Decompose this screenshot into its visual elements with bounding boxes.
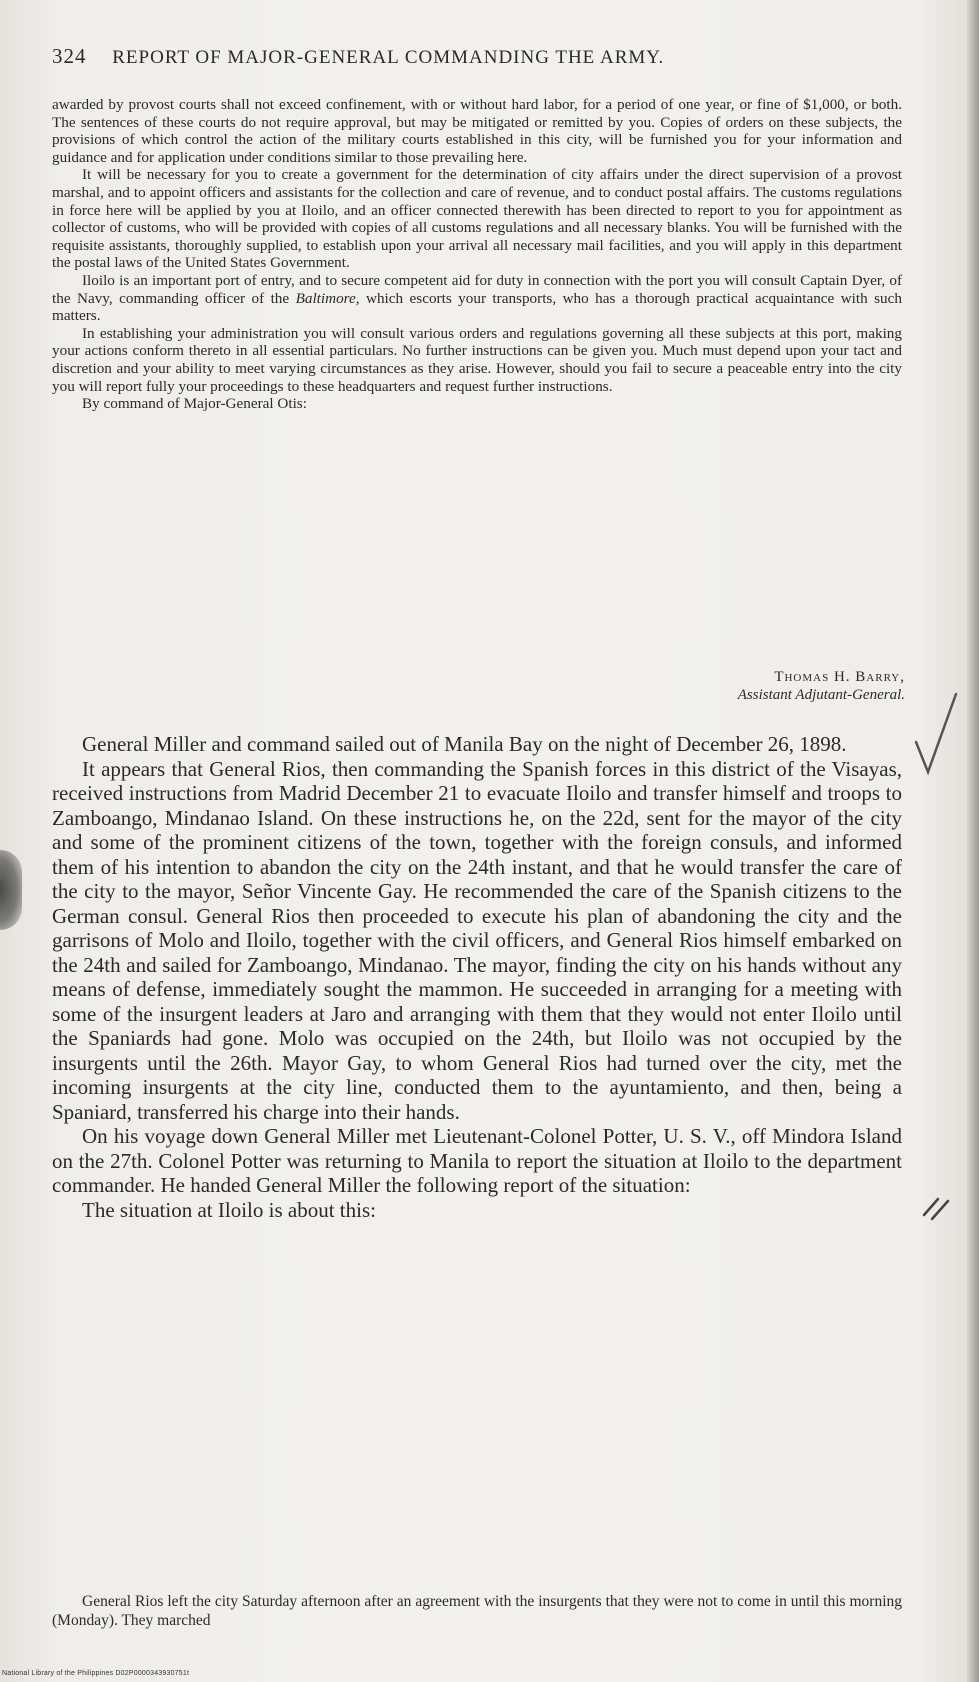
orders-paragraph-5: By command of Major-General Otis: — [82, 395, 307, 413]
quoted-report — [52, 1592, 902, 1630]
narrative-paragraph-1: General Miller and command sailed out of Manila Bay on the night of December 26, 1898. — [82, 732, 847, 756]
orders-text — [52, 96, 902, 413]
signature-block — [560, 668, 905, 704]
narrative-text — [52, 732, 902, 1222]
orders-paragraph-4: In establishing your administration you will consult various orders and regulations governing all these subjects at this port, making your actions conform thereto in all essential particulars. No further instructions can be given you. Much must depend upon your tact and discretion and your ability to meet varying circumstances as they arise. However, should you fail to secure a peaceable entry into the city you will report fully your proceedings to these headquarters and request further instructions. — [52, 324, 902, 395]
narrative-paragraph-4: The situation at Iloilo is about this: — [82, 1197, 376, 1222]
ship-name: Baltimore — [295, 289, 356, 307]
running-header — [52, 44, 932, 74]
double-slash-annotation — [918, 1185, 958, 1225]
orders-paragraph-3: Iloilo is an important port of entry, and to secure competent aid for duty in connection with the port you will consult Captain Dyer, of the Navy, commanding officer of the Baltimore, which escorts your transports, who has a thorough practical acquaintance with such matters. — [52, 271, 902, 325]
thumb-shadow — [0, 850, 22, 930]
scan-footer: National Library of the Philippines D02P0000343930751t — [2, 1670, 190, 1677]
page-number: 324 — [52, 44, 87, 68]
orders-paragraph-2: It will be necessary for you to create a government for the determination of city affairs under the direct supervision of a provost marshal, and to appoint officers and assistants for the collection and care of revenue, and to conduct postal affairs. The customs regulations in force here will be applied by you at Iloilo, and an officer connected therewith has been directed to report to you for appointment as collector of customs, who will be provided with copies of all customs regulations and all necessary blanks. You will be furnished with the requisite assistants, thoroughly supplied, to establish upon your arrival all necessary mail facilities, and you will apply in this department the postal laws of the United States Government. — [52, 166, 902, 272]
narrative-paragraph-3: On his voyage down General Miller met Lieutenant-Colonel Potter, U. S. V., off Mindora Island on the 27th. Colonel Potter was returning to Manila to report the situation at Iloilo to the department commander. He handed General Miller the following report of the situation: — [52, 1124, 902, 1197]
signatory-title: Assistant Adjutant-General. — [737, 687, 905, 703]
orders-paragraph-1: awarded by provost courts shall not exceed confinement, with or without hard labor, for a period of one year, or fine of $1,000, or both. The sentences of these courts do not require approval, but may be mitigated or remitted by you. Copies of orders on these subjects, the provisions of which control the action of the military courts established in this city, will be furnished you for your information and guidance and for application under conditions similar to those prevailing here. — [52, 96, 902, 166]
checkmark-annotation — [912, 690, 960, 780]
header-title: REPORT OF MAJOR-GENERAL COMMANDING THE ARMY. — [112, 47, 665, 68]
page-edge — [967, 0, 979, 1682]
narrative-paragraph-2: It appears that General Rios, then commanding the Spanish forces in this district of the Visayas, received instructions from Madrid December 21 to evacuate Iloilo and transfer himself and troops to Zamboango, Mindanao Island. On these instructions he, on the 22d, sent for the mayor of the city and some of the prominent citizens of the town, together with the foreign consuls, and informed them of his intention to abandon the city on the 24th instant, and that he would transfer the care of the city to the mayor, Señor Vincente Gay. He recommended the care of the Spanish citizens to the German consul. General Rios then proceeded to execute his plan of abandoning the city and the garrisons of Molo and Iloilo, together with the civil officers, and General Rios himself embarked on the 24th and sailed for Zamboango, Mindanao. The mayor, finding the city on his hands without any means of defense, immediately sought the mammon. He succeeded in arranging for a meeting with some of the insurgent leaders at Jaro and arranging with them that they would not enter Iloilo until the Spaniards had gone. Molo was occupied on the 24th, but Iloilo was not occupied by the insurgents until the 26th. Mayor Gay, to whom General Rios had turned over the city, met the incoming insurgents at the city line, conducted them to the ayuntamiento, and then, being a Spaniard, transferred his charge into their hands. — [52, 756, 902, 1124]
quote-paragraph: General Rios left the city Saturday afternoon after an agreement with the insurgents that they were not to come in until this morning (Monday). They marched — [52, 1593, 902, 1629]
signatory-name: Thomas H. Barry, — [774, 669, 905, 685]
